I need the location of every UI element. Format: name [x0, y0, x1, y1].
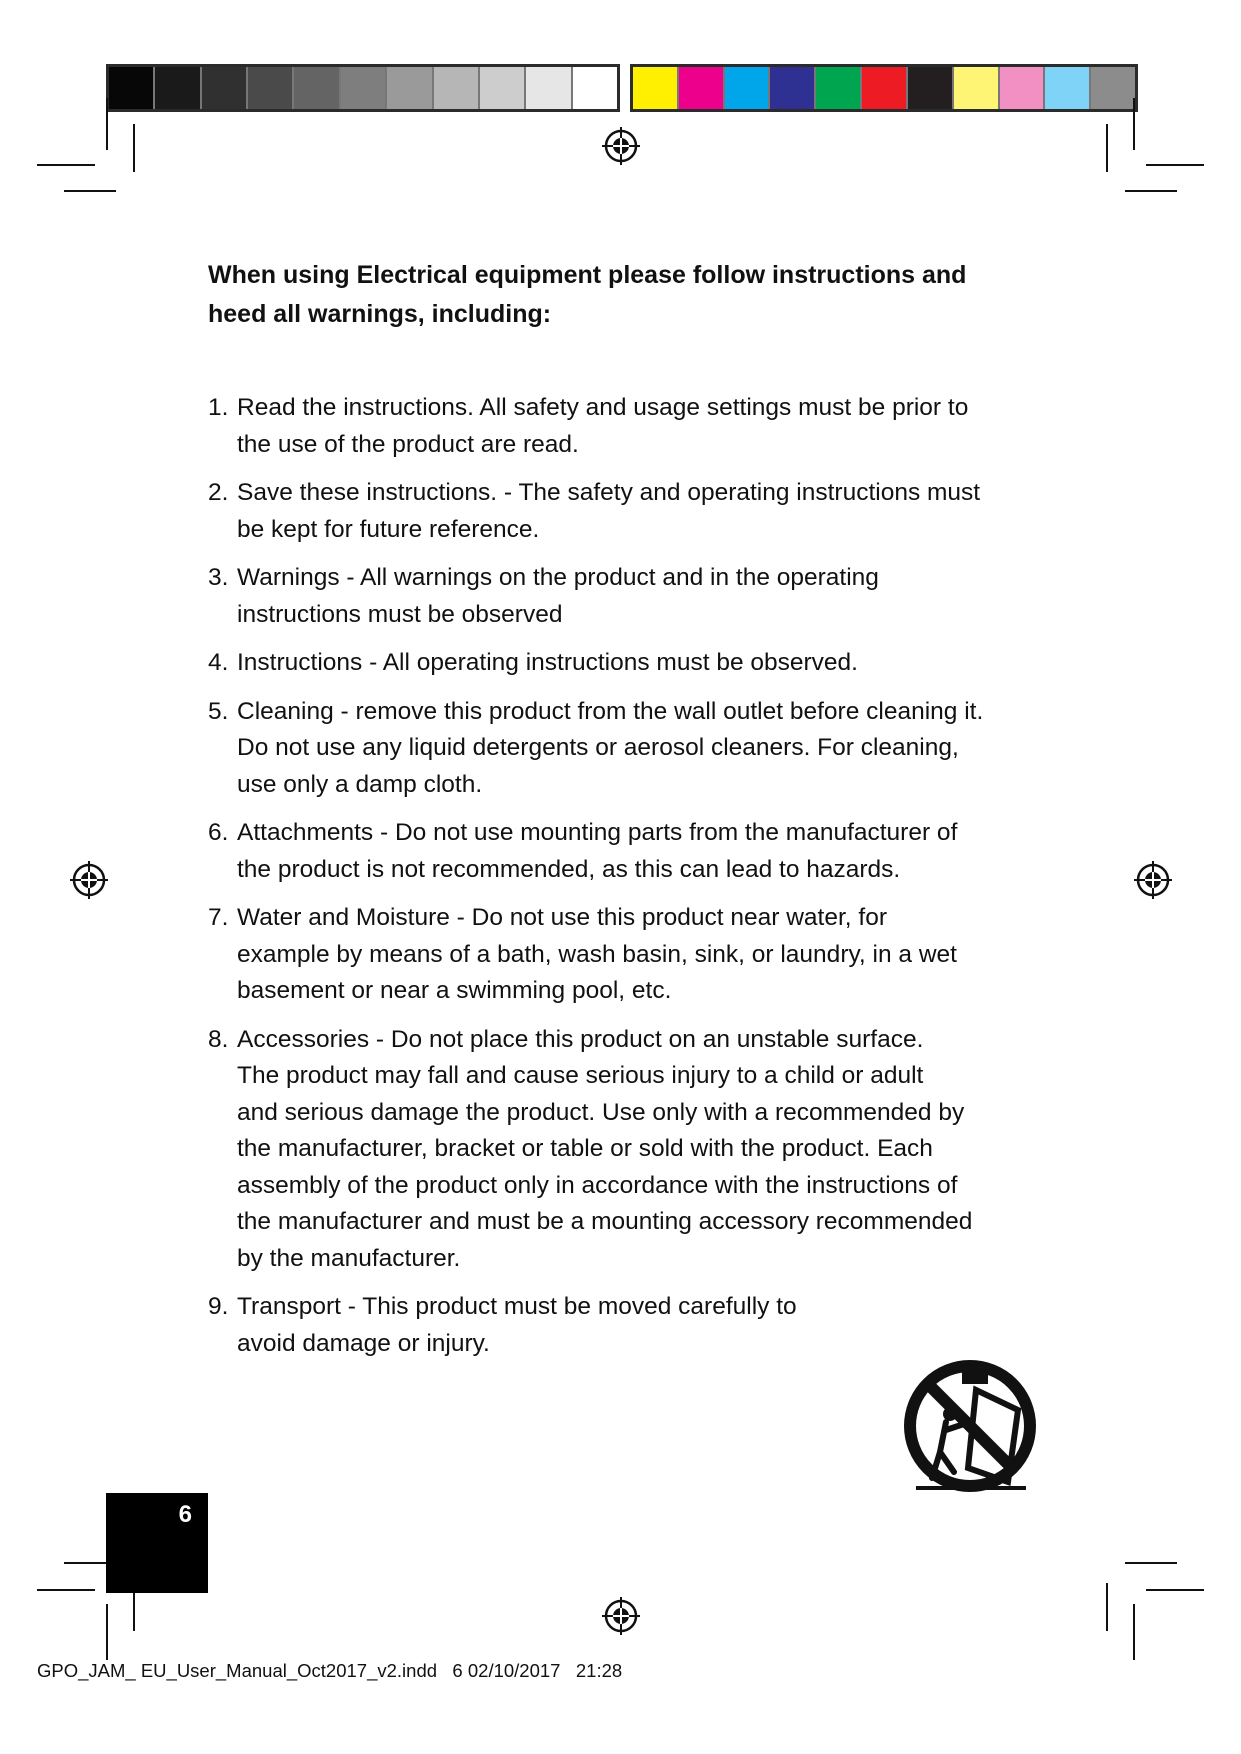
- warning-text-line: Instructions - All operating instructions must be observed.: [237, 649, 858, 676]
- process-color-bar: [630, 64, 1138, 112]
- crop-mark: [1146, 1589, 1204, 1591]
- warning-number: 9.: [208, 1293, 229, 1320]
- warning-text-line: Warnings - All warnings on the product and in the operating: [237, 564, 879, 591]
- safety-warnings-list: [208, 390, 1068, 1374]
- crop-mark: [106, 1604, 108, 1660]
- color-swatch: [954, 67, 1000, 109]
- warning-text-line: The product may fall and cause serious injury to a child or adult: [237, 1062, 924, 1089]
- warning-text-line: Water and Moisture - Do not use this product near water, for: [237, 904, 888, 931]
- gray-swatch: [294, 67, 340, 109]
- warning-text-line: avoid damage or injury.: [237, 1329, 490, 1357]
- crop-mark: [64, 190, 116, 192]
- warning-item: [208, 815, 1068, 888]
- crop-mark: [133, 124, 135, 172]
- warning-item: [208, 645, 1068, 682]
- registration-mark-icon: [69, 860, 109, 900]
- warning-text-line: the manufacturer and must be a mounting accessory recommended: [237, 1208, 973, 1235]
- warning-item: [208, 475, 1068, 548]
- warning-number: 2.: [208, 479, 229, 506]
- color-swatch: [1091, 67, 1135, 109]
- gray-swatch: [526, 67, 572, 109]
- warning-item: [208, 694, 1068, 804]
- warning-text-line: Do not use any liquid detergents or aerosol cleaners. For cleaning,: [237, 734, 959, 761]
- cart-tip-over-warning-icon: [898, 1360, 1044, 1500]
- color-swatch: [1000, 67, 1046, 109]
- warning-text-line: example by means of a bath, wash basin, sink, or laundry, in a wet: [237, 940, 957, 968]
- gray-swatch: [341, 67, 387, 109]
- warning-item: [208, 900, 1068, 1010]
- crop-mark: [37, 1589, 95, 1591]
- registration-mark-icon: [1133, 860, 1173, 900]
- warning-number: 5.: [208, 697, 229, 725]
- warning-text-line: use only a damp cloth.: [237, 770, 483, 798]
- heading-line: heed all warnings, including:: [208, 300, 552, 328]
- crop-mark: [37, 164, 95, 166]
- warning-text-line: the use of the product are read.: [237, 430, 579, 458]
- color-swatch: [725, 67, 771, 109]
- warning-text-line: the manufacturer, bracket or table or sold with the product. Each: [237, 1135, 933, 1162]
- color-swatch: [1045, 67, 1091, 109]
- crop-mark: [1106, 124, 1108, 172]
- page-number: 6: [178, 1501, 192, 1528]
- warning-text-line: Accessories - Do not place this product on an unstable surface.: [237, 1025, 924, 1053]
- crop-mark: [1146, 164, 1204, 166]
- color-swatch: [679, 67, 725, 109]
- safety-heading: [208, 256, 1068, 334]
- warning-text-line: by the manufacturer.: [237, 1244, 461, 1272]
- warning-text-line: basement or near a swimming pool, etc.: [237, 977, 672, 1004]
- warning-text-line: Transport - This product must be moved carefully to: [237, 1293, 797, 1320]
- gray-swatch: [202, 67, 248, 109]
- color-swatch: [633, 67, 679, 109]
- grayscale-color-bar: [106, 64, 620, 112]
- gray-swatch: [109, 67, 155, 109]
- gray-swatch: [480, 67, 526, 109]
- registration-mark-icon: [601, 126, 641, 166]
- crop-mark: [1125, 190, 1177, 192]
- gray-swatch: [387, 67, 433, 109]
- color-swatch: [816, 67, 862, 109]
- warning-item: [208, 390, 1068, 463]
- warning-text-line: instructions must be observed: [237, 600, 563, 628]
- color-swatch: [770, 67, 816, 109]
- crop-mark: [106, 98, 108, 150]
- color-swatch: [908, 67, 954, 109]
- warning-text-line: Cleaning - remove this product from the wall outlet before cleaning it.: [237, 697, 984, 725]
- warning-text-line: Save these instructions. - The safety and operating instructions must: [237, 479, 981, 506]
- warning-item: [208, 560, 1068, 633]
- warning-number: 4.: [208, 649, 229, 676]
- warning-number: 1.: [208, 394, 229, 421]
- crop-mark: [1125, 1562, 1177, 1564]
- warning-text-line: assembly of the product only in accordance with the instructions of: [237, 1171, 958, 1199]
- registration-mark-icon: [601, 1596, 641, 1636]
- heading-line: When using Electrical equipment please follow instructions and: [208, 261, 967, 289]
- page-number-box: [106, 1493, 208, 1593]
- warning-text-line: be kept for future reference.: [237, 515, 540, 543]
- gray-swatch: [573, 67, 617, 109]
- warning-text-line: the product is not recommended, as this can lead to hazards.: [237, 855, 901, 883]
- gray-swatch: [155, 67, 201, 109]
- warning-number: 8.: [208, 1025, 229, 1053]
- warning-number: 3.: [208, 564, 229, 591]
- warning-number: 7.: [208, 904, 229, 931]
- warning-item: [208, 1289, 1068, 1362]
- warning-text-line: Read the instructions. All safety and usage settings must be prior to: [237, 394, 969, 421]
- crop-mark: [1133, 1604, 1135, 1660]
- color-swatch: [862, 67, 908, 109]
- crop-mark: [1106, 1583, 1108, 1631]
- gray-swatch: [434, 67, 480, 109]
- print-slug: GPO_JAM_ EU_User_Manual_Oct2017_v2.indd 6 02/10/2017 21:28: [37, 1660, 623, 1681]
- warning-number: 6.: [208, 819, 229, 846]
- crop-mark: [1133, 98, 1135, 150]
- warning-item: [208, 1022, 1068, 1278]
- warning-text-line: Attachments - Do not use mounting parts from the manufacturer of: [237, 819, 958, 846]
- warning-text-line: and serious damage the product. Use only with a recommended by: [237, 1098, 965, 1126]
- gray-swatch: [248, 67, 294, 109]
